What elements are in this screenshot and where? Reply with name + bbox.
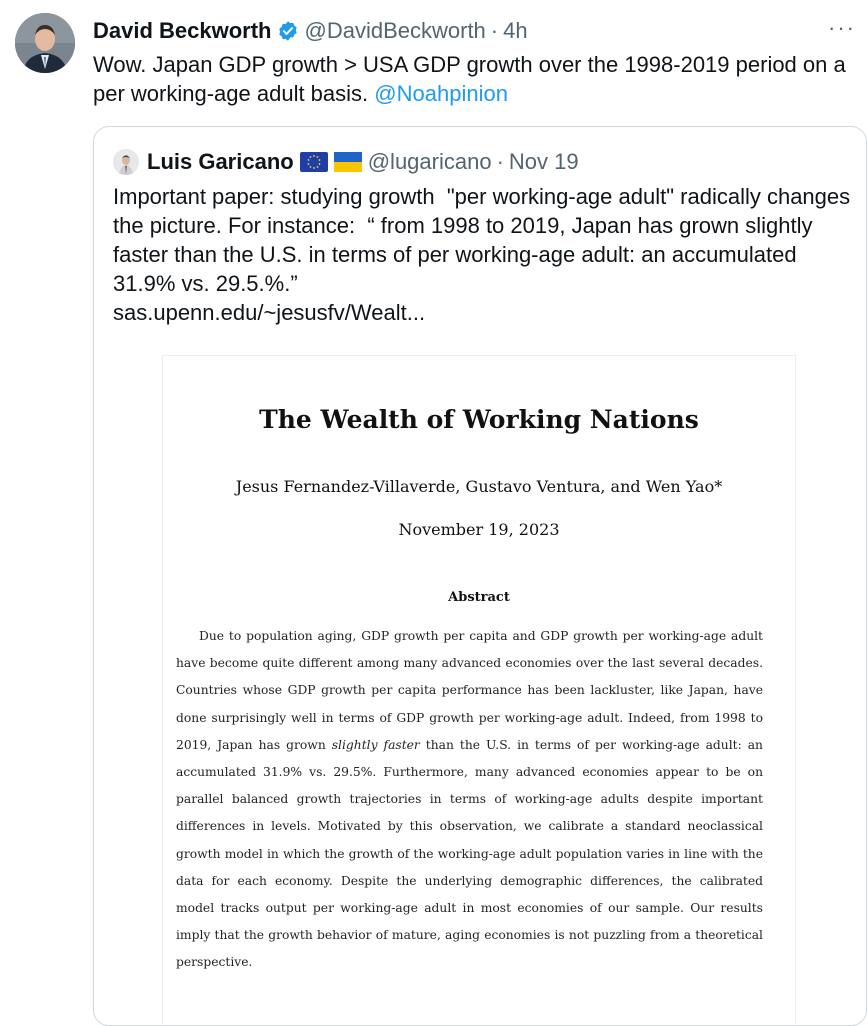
abstract-part-2: than the U.S. in terms of per working-age adult: an accumulated 31.9% vs. 29.5%. Furthermore, many advanced economies appear to be on parallel balanced growth trajectories in terms of working-age adults despite important differences in levels. Motivated by this observation, we calibrate a standard neoclassical growth model in which the growth of the working-age adult population varies in line with the data for each economy. Despite the underlying demographic differences, the calibrated model tracks output per working-age adult in most economies of our sample. Our results imply that the growth behavior of mature, aging economies is not puzzling from a theoretical perspective. <box>176 737 763 970</box>
quote-text: Important paper: studying growth "per working-age adult" radically changes the picture. For instance: “ from 1998 to 2019, Japan has grown slightly faster than the U.S. in terms of per working-age adult: an accumulated 31.9% vs. 29.5.%.” sas.upenn.edu/~jesusfv/Wealt... <box>113 184 851 325</box>
quoted-tweet[interactable] <box>93 126 867 1026</box>
author-handle[interactable]: @DavidBeckworth <box>304 18 486 43</box>
tweet-text <box>93 50 858 108</box>
person-avatar-icon <box>15 13 75 73</box>
abstract-emphasis: slightly faster <box>331 737 420 752</box>
person-avatar-icon <box>113 149 139 175</box>
mention-link[interactable]: @Noahpinion <box>374 81 508 106</box>
tweet-header <box>93 14 868 48</box>
quote-author-avatar[interactable] <box>113 149 139 175</box>
verified-badge-icon <box>277 20 299 42</box>
quote-author-handle[interactable]: @lugaricano <box>367 149 492 174</box>
author-avatar[interactable] <box>15 13 75 73</box>
tweet-body: Wow. Japan GDP growth > USA GDP growth over the 1998-2019 period on a per working-age adult basis. <box>93 52 846 106</box>
abstract-text <box>176 623 763 977</box>
quote-timestamp[interactable]: Nov 19 <box>508 149 579 174</box>
paper-authors: Jesus Fernandez-Villaverde, Gustavo Ventura, and Wen Yao* <box>235 477 723 496</box>
author-name[interactable]: David Beckworth <box>93 18 272 43</box>
separator-dot: · <box>496 149 504 174</box>
paper-date: November 19, 2023 <box>398 520 560 539</box>
quote-author-name[interactable]: Luis Garicano <box>147 149 294 174</box>
abstract-part-1: Due to population aging, GDP growth per capita and GDP growth per working-age adult have become quite different among many advanced economies over the last several decades. Countries whose GDP growth per capita performance has been lackluster, like Japan, have done surprisingly well in terms of GDP growth per working-age adult. Indeed, from 1998 to 2019, Japan has grown <box>176 629 763 752</box>
abstract-heading: Abstract <box>448 590 510 605</box>
paper-image[interactable] <box>163 356 795 1026</box>
separator-dot: · <box>490 18 499 43</box>
ukraine-flag-icon <box>334 152 362 172</box>
tweet-timestamp[interactable]: 4h <box>503 18 528 43</box>
more-options-button[interactable]: ··· <box>828 15 856 40</box>
paper-title: The Wealth of Working Nations <box>259 405 699 434</box>
eu-flag-icon <box>300 152 328 172</box>
quote-header <box>113 147 579 177</box>
